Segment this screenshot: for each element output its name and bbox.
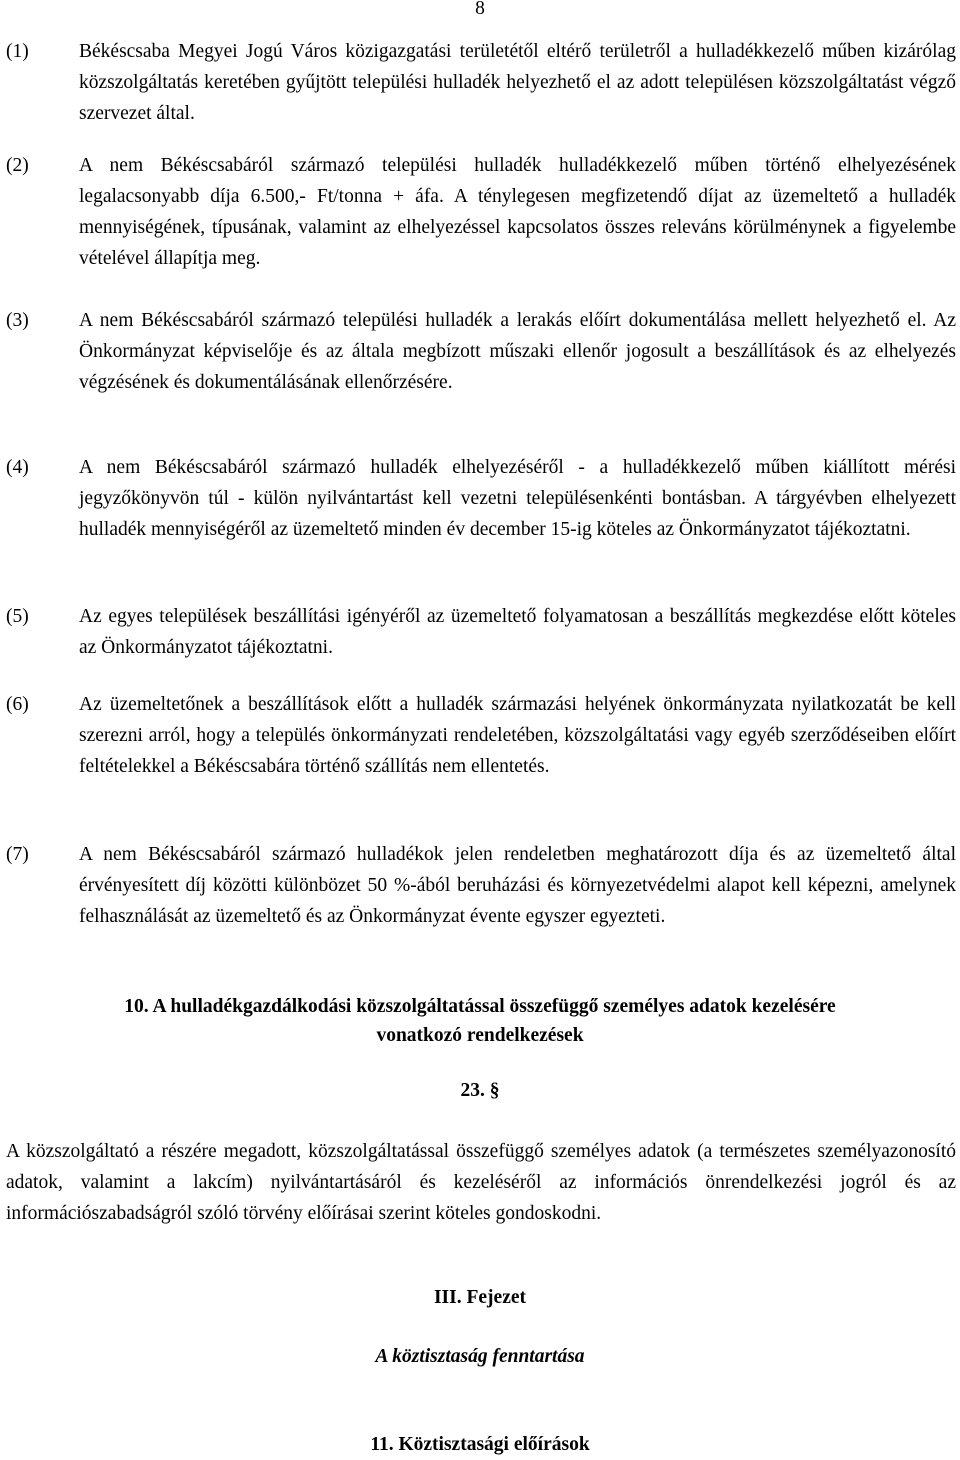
- section-10-heading-line2: vonatkozó rendelkezések: [376, 1025, 584, 1046]
- paragraph-text: A nem Békéscsabáról származó hulladékok jelen rendeletben meghatározott díja és az üzemeltető által érvényesített díj közötti különbözet 50 %-ából beruházási és környezetvédelmi alapot kell képezni, amelynek felhasználását az üzemeltető és az Önkormányzat évente egyszer egyezteti.: [79, 844, 956, 927]
- paragraph-text: Az egyes települések beszállítási igényéről az üzemeltető folyamatosan a beszállítás megkezdése előtt köteles az Önkormányzatot tájékoztatni.: [79, 606, 956, 658]
- paragraph-text: A nem Békéscsabáról származó települési hulladék a lerakás előírt dokumentálása mellett helyezhető el. Az Önkormányzat képviselője és az általa megbízott műszaki ellenőr jogosult a beszállítások és az elhelyezés végzésének és dokumentálásának ellenőrzésére.: [79, 310, 956, 393]
- paragraph-text: Az üzemeltetőnek a beszállítások előtt a hulladék származási helyének önkormányzata nyilatkozatát be kell szerezni arról, hogy a település önkormányzati rendeletében, közszolgáltatási vagy egyéb szerződéseiben előírt feltételekkel a Békéscsabára történő szállítás nem ellentetés.: [79, 694, 956, 777]
- paragraph-text: Békéscsaba Megyei Jogú Város közigazgatási területétől eltérő területről a hulladékkezelő műben kizárólag közszolgáltatás keretében gyűjtött települési hulladék helyezhető el az adott településen közszolgáltatást végző szervezet által.: [79, 41, 956, 124]
- paragraph-number: (2): [6, 155, 29, 176]
- article-23-sign: 23. §: [460, 1080, 500, 1101]
- section-10-heading-line1: 10. A hulladékgazdálkodási közszolgáltatással összefüggő személyes adatok kezelésére: [124, 996, 836, 1017]
- paragraph-number: (6): [6, 694, 29, 715]
- paragraph-number: (7): [6, 844, 29, 865]
- paragraph-number: (5): [6, 606, 29, 627]
- page-number: 8: [475, 0, 485, 19]
- paragraph-text: A nem Békéscsabáról származó hulladék elhelyezéséről - a hulladékkezelő műben kiállított mérési jegyzőkönyvön túl - külön nyilvántartást kell vezetni településenkénti bontásban. A tárgyévben elhelyezett hulladék mennyiségéről az üzemeltető minden év december 15-ig köteles az Önkormányzatot tájékoztatni.: [79, 457, 956, 540]
- chapter-subtitle: A köztisztaság fenntartása: [375, 1346, 585, 1367]
- paragraph-text: A nem Békéscsabáról származó települési hulladék hulladékkezelő műben történő elhelyezésének legalacsonyabb díja 6.500,- Ft/tonna + áfa. A ténylegesen megfizetendő díjat az üzemeltető a hulladék mennyiségének, típusának, valamint az elhelyezéssel kapcsolatos összes releváns körülménynek a figyelembe vételével állapítja meg.: [79, 155, 956, 269]
- chapter-title: III. Fejezet: [433, 1287, 527, 1308]
- paragraph-number: (1): [6, 41, 29, 62]
- paragraph-number: (4): [6, 457, 29, 478]
- section-11-heading: 11. Köztisztasági előírások: [370, 1434, 590, 1455]
- article-23-text: A közszolgáltató a részére megadott, közszolgáltatással összefüggő személyes adatok (a természetes személyazonosító adatok, valamint a lakcím) nyilvántartásáról és kezeléséről az információs önrendelkezési jogról és az információszabadságról szóló törvény előírásai szerint köteles gondoskodni.: [6, 1141, 956, 1224]
- paragraph-number: (3): [6, 310, 29, 331]
